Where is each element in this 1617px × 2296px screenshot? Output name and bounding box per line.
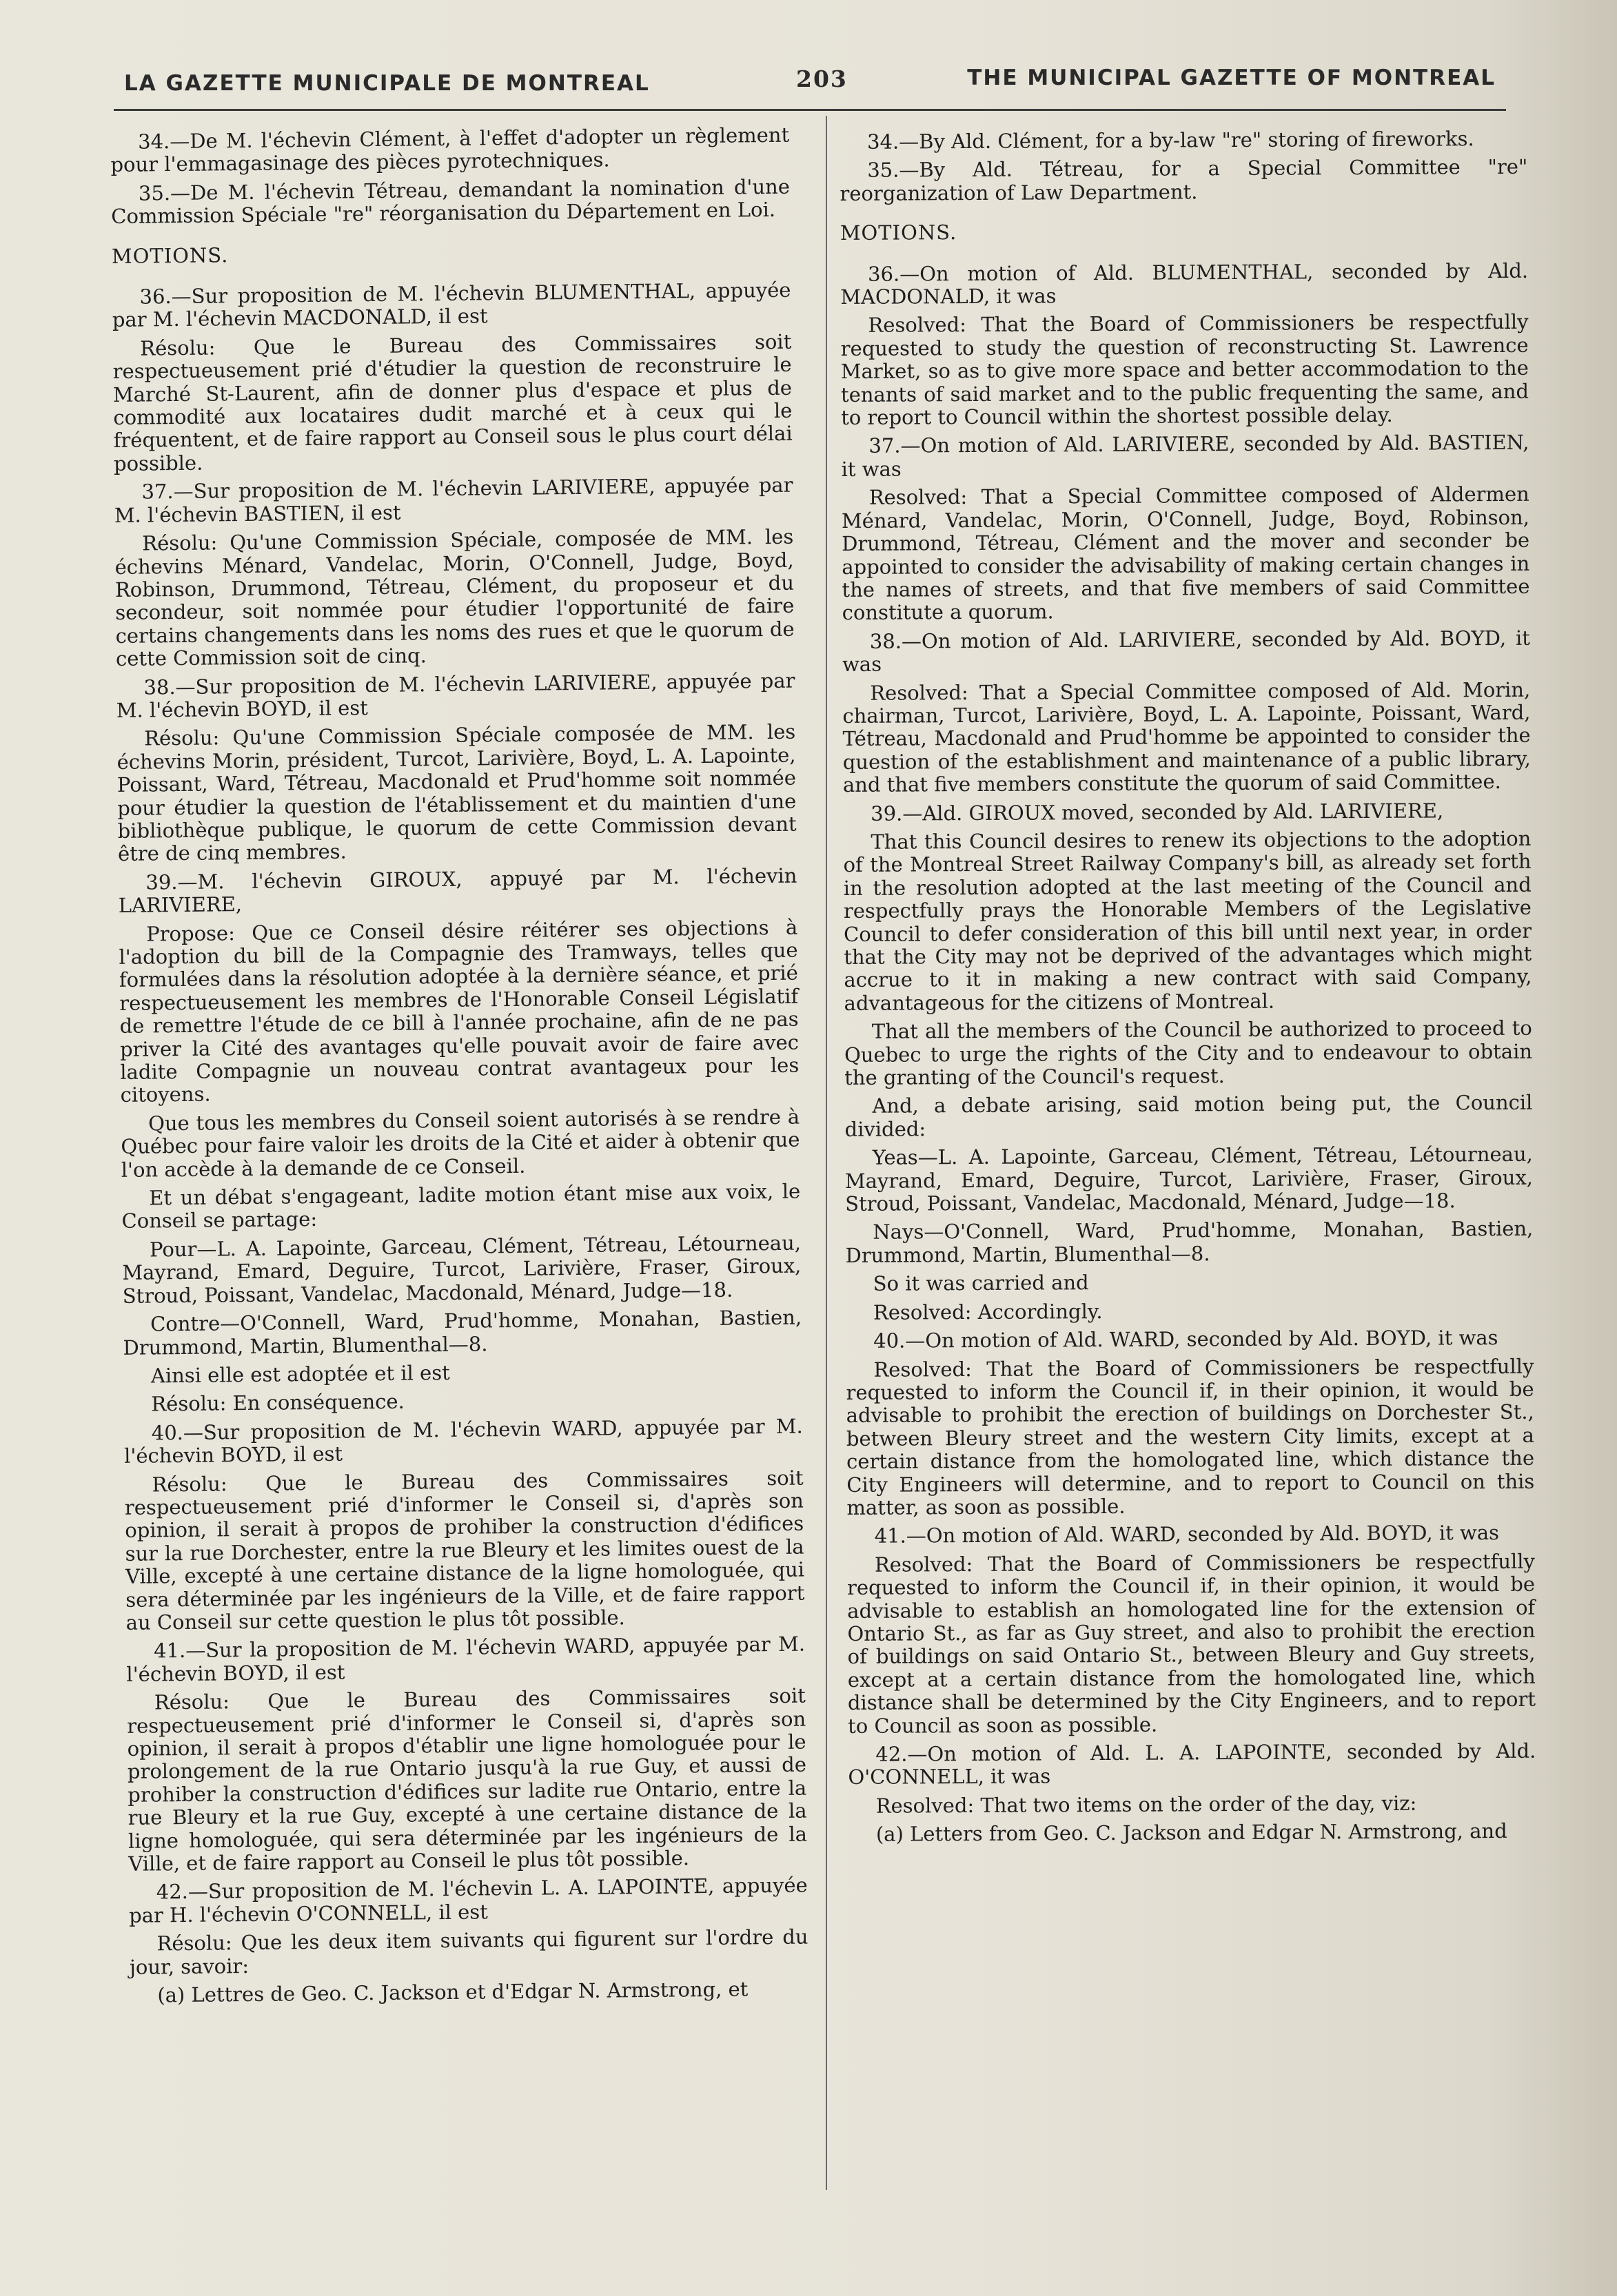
english-para-42-resolved: Resolved: That two items on the order of the day, viz: <box>875 1791 1417 1818</box>
french-para-40: 40.—Sur proposition de M. l'échevin WARD, appuyée par M. l'échevin BOYD, il est <box>123 1414 803 1468</box>
french-para-42: 42.—Sur proposition de M. l'échevin L. A. LAPOINTE, appuyée par H. l'échevin O'CONNELL, il est <box>128 1873 808 1927</box>
french-para-39-contre: Contre—O'Connell, Ward, Prud'homme, Monahan, Bastien, Drummond, Martin, Blumenthal—8. <box>123 1305 802 1360</box>
english-para-37-resolved: Resolved: That a Special Committee composed of Aldermen Ménard, Vandelac, Morin, O'Connell, Judge, Boyd, Robinson, Drummond, Tétreau, Clément and the mover and seconder be appointed to consider the advisability of making certain changes in the names of streets, and that five members of said Committee constitute a quorum. <box>841 482 1530 625</box>
french-para-39-que: Que tous les membres du Conseil soient autorisés à se rendre à Québec pour faire valoir les droits de la Cité et aider à obtenir que l'on accède à la demande de ce Conseil. <box>121 1105 800 1182</box>
french-para-42-a: (a) Lettres de Geo. C. Jackson et d'Edgar N. Armstrong, et <box>157 1977 749 2007</box>
english-para-39-nays: Nays—O'Connell, Ward, Prud'homme, Monahan, Bastien, Drummond, Martin, Blumenthal—8. <box>845 1217 1534 1267</box>
french-para-38: 38.—Sur proposition de M. l'échevin LARIVIERE, appuyée par M. l'échevin BOYD, il est <box>116 668 795 722</box>
english-para-39-debate: And, a debate arising, said motion being put, the Council divided: <box>844 1091 1533 1141</box>
header-rule <box>114 109 1506 111</box>
english-para-39-that: That this Council desires to renew its objections to the adoption of the Montreal Street Railway Company's bill, as already set forth in the resolution adopted at the last meeting of the Council and respectfully prays the Honorable Members of the Legislative Council to defer consideration of this bill until next year, in order that the City may not be deprived of the advantages which might accrue to it in making a new contract with said Company, advantageous for the citizens of Montreal. <box>843 826 1532 1015</box>
english-para-40-resolved: Resolved: That the Board of Commissioners be respectfully requested to inform the Council if, in their opinion, it would be advisable to prohibit the erection of buildings on Dorchester St., between Bleury street and the western City limits, except at a certain distance from the homologated line, which distance the City Engineers will determine, and to report to Council on this matter, as soon as possible. <box>846 1354 1535 1519</box>
french-para-36: 36.—Sur proposition de M. l'échevin BLUMENTHAL, appuyée par M. l'échevin MACDONALD, il est <box>112 278 791 332</box>
french-para-42-resolu: Résolu: Que les deux item suivants qui figurent sur l'ordre du jour, savoir: <box>129 1925 808 1979</box>
english-para-39-members: That all the members of the Council be authorized to proceed to Quebec to urge the rights of the City and to endeavour to obtain the granting of the Council's request. <box>844 1016 1533 1090</box>
french-para-35: 35.—De M. l'échevin Tétreau, demandant la nomination d'une Commission Spéciale "re" réorganisation du Département en Loi. <box>111 174 791 229</box>
french-para-34: 34.—De M. l'échevin Clément, à l'effet d'adopter un règlement pour l'emmagasinage des pièces pyrotechniques. <box>110 123 790 177</box>
english-para-39-carried: So it was carried and <box>873 1271 1089 1296</box>
french-para-36-resolu: Résolu: Que le Bureau des Commissaires soit respectueusement prié d'étudier la question de reconstruire le Marché St-Laurent, afin de donner plus d'espace et plus de commodité aux locataires dudit marché et à ceux qui le fréquentent, et de faire rapport au Conseil sous le plus court délai possible. <box>112 329 793 475</box>
french-para-39-debat: Et un débat s'engageant, ladite motion étant mise aux voix, le Conseil se partage: <box>121 1179 801 1233</box>
english-para-36: 36.—On motion of Ald. BLUMENTHAL, seconded by Ald. MACDONALD, it was <box>840 258 1529 309</box>
french-para-39-pour: Pour—L. A. Lapointe, Garceau, Clément, Tétreau, Létourneau, Mayrand, Emard, Deguire, Turcot, Larivière, Fraser, Giroux, Stroud, Poissant, Vandelac, Macdonald, Ménard, Judge—18. <box>122 1231 802 1308</box>
french-column <box>110 124 809 2013</box>
english-para-41: 41.—On motion of Ald. WARD, seconded by Ald. BOYD, it was <box>874 1521 1500 1548</box>
english-para-37: 37.—On motion of Ald. LARIVIERE, seconded by Ald. BASTIEN, it was <box>841 431 1529 481</box>
french-para-41: 41.—Sur la proposition de M. l'échevin WARD, appuyée par M. l'échevin BOYD, il est <box>126 1632 806 1686</box>
english-para-36-resolved: Resolved: That the Board of Commissioners be respectfully requested to study the question of reconstructing St. Lawrence Market, so as to give more space and better accommodation to the tenants of said market and to the public frequenting the same, and to report to Council within the shortest possible delay. <box>840 310 1529 430</box>
english-para-35: 35.—By Ald. Tétreau, for a Special Committee "re" reorganization of Law Department. <box>840 155 1528 205</box>
french-para-37-resolu: Résolu: Qu'une Commission Spéciale, composée de MM. les échevins Ménard, Vandelac, Morin, O'Connell, Judge, Boyd, Robinson, Drummond, Tétreau, Clément, du proposeur et du secondeur, soit nommée pour étudier l'opportunité de faire certains changements dans les noms des rues et que le quorum de cette Commission soit de cinq. <box>114 524 795 671</box>
english-para-38-resolved: Resolved: That a Special Committee composed of Ald. Morin, chairman, Turcot, Larivière, Boyd, L. A. Lapointe, Poissant, Ward, Tétreau, Macdonald and Prud'homme be appointed to consider the question of the establishment and maintenance of a public library, and that five members constitute the quorum of said Committee. <box>842 677 1531 797</box>
french-title: LA GAZETTE MUNICIPALE DE MONTREAL <box>124 71 650 96</box>
french-para-39-resolu: Résolu: En conséquence. <box>151 1389 405 1416</box>
column-divider <box>826 116 827 2190</box>
french-para-38-resolu: Résolu: Qu'une Commission Spéciale composée de MM. les échevins Morin, président, Turcot, Larivière, Boyd, L. A. Lapointe, Poissant, Ward, Tétreau, Macdonald et Prud'homme soit nommée pour étudier la question de l'établissement et du maintien d'une bibliothèque publique, le quorum de cette Commission devant être de cinq membres. <box>116 719 797 866</box>
english-para-39: 39.—Ald. GIROUX moved, seconded by Ald. LARIVIERE, <box>871 798 1444 826</box>
english-para-39-yeas: Yeas—L. A. Lapointe, Garceau, Clément, Tétreau, Létourneau, Mayrand, Emard, Deguire, Turcot, Larivière, Fraser, Giroux, Stroud, Poissant, Vandelac, Macdonald, Ménard, Judge—18. <box>844 1142 1534 1216</box>
page-number: 203 <box>796 65 848 92</box>
french-para-40-resolu: Résolu: Que le Bureau des Commissaires soit respectueusement prié d'informer le Conseil si, d'après son opinion, il serait à propos de prohiber la construction d'édifices sur la rue Dorchester, entre la rue Bleury et les limites ouest de la Ville, excepté à une certaine distance de la ligne homologuée, qui sera déterminée par les ingénieurs de la Ville, et de faire rapport au Conseil sur cette question le plus tôt possible. <box>124 1466 805 1634</box>
english-para-34: 34.—By Ald. Clément, for a by-law "re" storing of fireworks. <box>866 127 1474 154</box>
english-para-42: 42.—On motion of Ald. L. A. LAPOINTE, seconded by Ald. O'CONNELL, it was <box>848 1739 1536 1790</box>
english-para-39-resolved: Resolved: Accordingly. <box>873 1299 1103 1324</box>
english-motions-heading: MOTIONS. <box>840 221 957 245</box>
english-para-42-a: (a) Letters from Geo. C. Jackson and Edgar N. Armstrong, and <box>875 1819 1507 1846</box>
english-para-38: 38.—On motion of Ald. LARIVIERE, seconded by Ald. BOYD, it was <box>842 626 1530 677</box>
english-column <box>840 127 1536 1852</box>
english-para-41-resolved: Resolved: That the Board of Commissioners be respectfully requested to inform the Council if, in their opinion, it would be advisable to establish an homologated line for the extension of Ontario St., as far as Guy street, and also to prohibit the erection of buildings on said Ontario St., between Bleury and Guy streets, except at a certain distance from the homologated line, which distance shall be determined by the City Engineers, and to report to Council as soon as possible. <box>846 1549 1536 1738</box>
english-para-40: 40.—On motion of Ald. WARD, seconded by Ald. BOYD, it was <box>873 1326 1498 1353</box>
french-para-39-propose: Propose: Que ce Conseil désire réitérer ses objections à l'adoption du bill de la Compagnie des Tramways, telles que formulées dans la résolution adoptée à la dernière séance, et prié respectueusement les membres de l'Honorable Conseil Législatif de remettre l'étude de ce bill à l'année prochaine, afin de ne pas priver la Cité des avantages qu'elle pouvait avoir de faire avec ladite Compagnie un nouveau contrat avantageux pour les citoyens. <box>119 915 800 1107</box>
french-para-41-resolu: Résolu: Que le Bureau des Commissaires soit respectueusement prié d'informer le Conseil si, d'après son opinion, il serait à propos d'établir une ligne homologuée pour le prolongement de la rue Ontario jusqu'à la rue Guy, et aussi de prohiber la construction d'édifices sur ladite rue Ontario, entre la rue Bleury et la rue Guy, excepté à une certaine distance de la ligne homologuée, qui sera déterminée par les ingénieurs de la Ville, et de faire rapport au Conseil le plus tôt possible. <box>127 1683 808 1876</box>
french-para-37: 37.—Sur proposition de M. l'échevin LARIVIERE, appuyée par M. l'échevin BASTIEN, il est <box>114 473 793 527</box>
english-title: THE MUNICIPAL GAZETTE OF MONTREAL <box>967 65 1496 90</box>
french-motions-heading: MOTIONS. <box>111 243 229 268</box>
page-header <box>124 65 1496 107</box>
french-para-39: 39.—M. l'échevin GIROUX, appuyé par M. l'échevin LARIVIERE, <box>118 863 797 918</box>
french-para-39-ainsi: Ainsi elle est adoptée et il est <box>150 1360 450 1388</box>
